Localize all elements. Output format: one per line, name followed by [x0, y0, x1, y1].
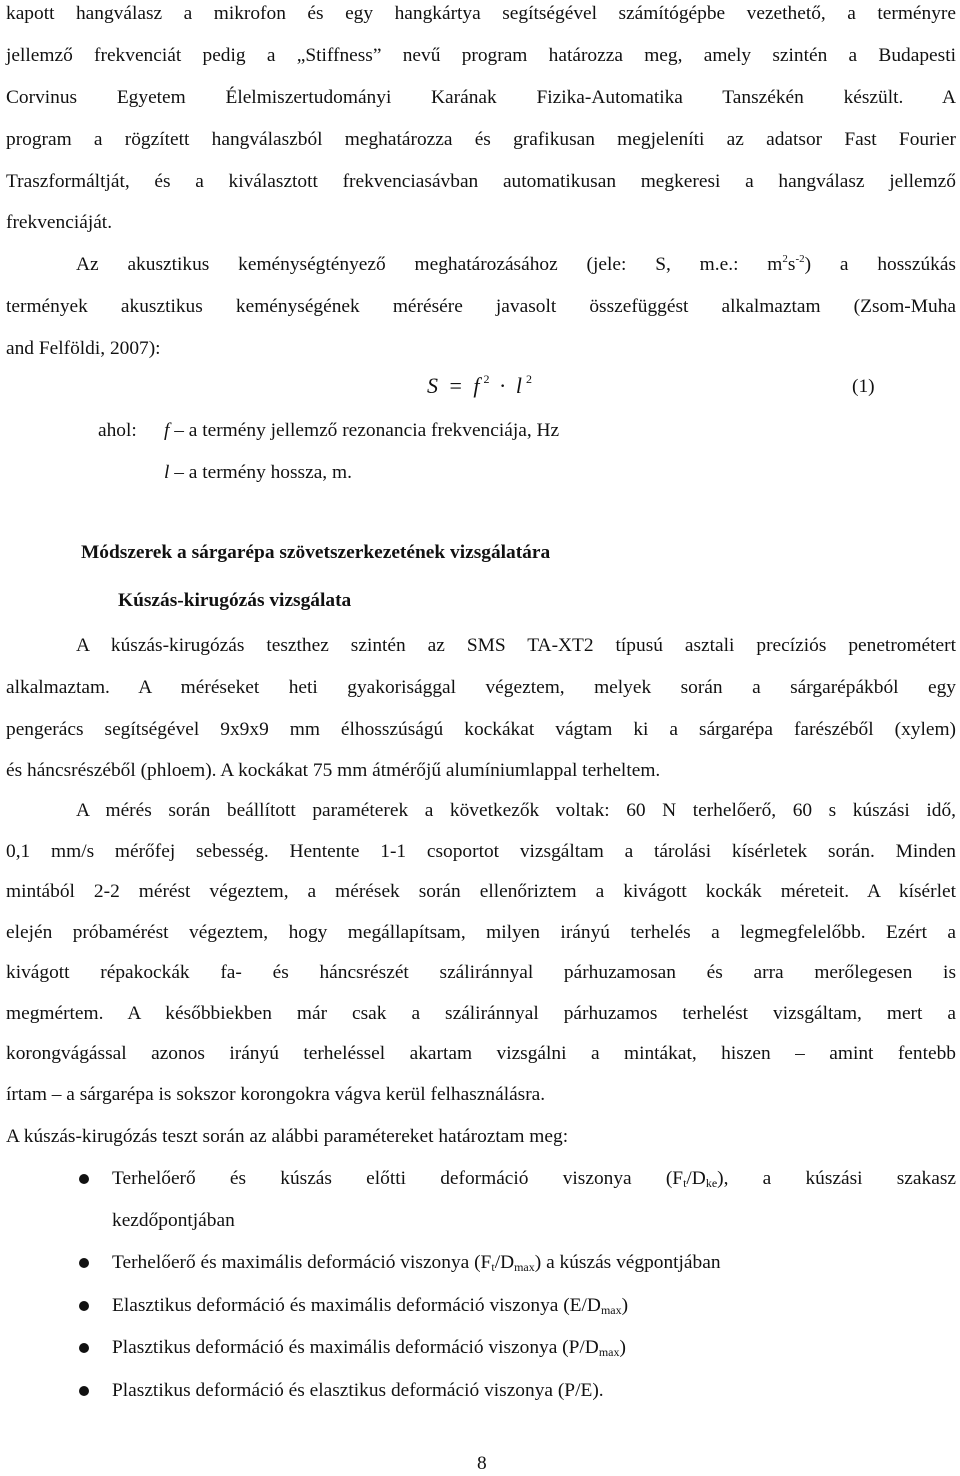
subscript: max	[600, 1303, 622, 1317]
paragraph-line: írtam – a sárgarépa is sokszor korongokra vágva kerül felhasználásra.	[6, 1084, 546, 1105]
paragraph-line: program a rögzített hangválaszból meghatározza és grafikusan megjeleníti az adatsor Fast Fourier	[6, 129, 956, 150]
paragraph-line: pengerács segítségével 9x9x9 mm élhosszúságú kockákat vágtam ki a sárgarépa farészéből (xylem)	[6, 719, 956, 740]
equation-number: (1)	[852, 376, 875, 397]
bullet-dot	[79, 1386, 89, 1396]
paragraph-line: frekvenciáját.	[6, 212, 113, 233]
text-run: )	[621, 1295, 629, 1316]
list-item	[112, 1294, 628, 1318]
paragraph-line: megmértem. A későbbiekben már csak a száliránnyal párhuzamos terhelést vizsgáltam, mert a	[6, 1003, 956, 1024]
equation-l-exponent: 2	[526, 372, 532, 386]
subscript: max	[598, 1345, 620, 1359]
bullet-dot	[79, 1301, 89, 1311]
definition-text: – a termény jellemző rezonancia frekvenciája, Hz	[169, 420, 560, 441]
superscript: 2	[782, 253, 788, 265]
text-run: s	[787, 254, 796, 275]
list-item	[112, 1336, 626, 1360]
paragraph-line: A kúszás-kirugózás teszthez szintén az SMS TA-XT2 típusú asztali precíziós penetrométert	[76, 635, 956, 656]
text-run: ), a kúszási szakasz	[717, 1168, 956, 1189]
equation-dot: ·	[499, 373, 507, 398]
text-run: Terhelőerő és maximális deformáció viszonya (F	[112, 1252, 492, 1273]
list-item	[112, 1167, 956, 1191]
text-run: /D	[494, 1252, 515, 1273]
bullet-dot	[79, 1258, 89, 1268]
subscript: ke	[705, 1176, 718, 1190]
text-run: ) a kúszás végpontjában	[534, 1252, 721, 1273]
page-number: 8	[477, 1453, 487, 1474]
list-item-continuation: kezdőpontjában	[112, 1210, 235, 1231]
text-run: ) a hosszúkás	[804, 254, 956, 275]
equation-f-exponent: 2	[483, 372, 490, 386]
symbol-f: f	[164, 420, 170, 441]
paragraph-line: korongvágással azonos irányú terheléssel akartam vizsgálni a mintákat, hiszen – amint fentebb	[6, 1043, 956, 1064]
definition-l	[164, 461, 352, 485]
subsection-heading: Kúszás-kirugózás vizsgálata	[118, 590, 352, 611]
definition-f	[164, 419, 559, 443]
section-heading: Módszerek a sárgarépa szövetszerkezetének vizsgálatára	[81, 542, 551, 563]
subscript: t	[491, 1260, 495, 1274]
paragraph-line: Traszformáltját, és a kiválasztott frekvenciasávban automatikusan megkeresi a hangválasz jellemző	[6, 171, 956, 192]
paragraph-line: 0,1 mm/s mérőfej sebesség. Hentente 1-1 csoportot vizsgáltam a tárolási kísérletek során. Minden	[6, 841, 956, 862]
superscript: -2	[795, 253, 805, 265]
text-run: Az akusztikus keménységtényező meghatározásához (jele: S, m.e.: m	[76, 254, 783, 275]
paragraph-line: jellemző frekvenciát pedig a „Stiffness” nevű program határozza meg, amely szintén a Budapesti	[6, 45, 956, 66]
equation-l: l	[515, 373, 522, 398]
equation	[427, 373, 532, 399]
text-run: Terhelőerő és kúszás előtti deformáció viszonya (F	[112, 1168, 684, 1189]
paragraph-line: kivágott répakockák fa- és háncsrészét száliránnyal párhuzamosan és arra merőlegesen is	[6, 962, 956, 983]
paragraph-line: mintából 2-2 mérést végeztem, a mérések során ellenőriztem a kivágott kockák méreteit. A kísérlet	[6, 881, 956, 902]
symbol-l: l	[164, 462, 170, 483]
text-run: )	[619, 1337, 626, 1358]
paragraph-line: Corvinus Egyetem Élelmiszertudományi Karának Fizika-Automatika Tanszékén készült. A	[6, 87, 956, 108]
paragraph-line: elején próbamérést végeztem, hogy megállapítsam, milyen irányú terhelés a legmegfelelőbb. Ezért a	[6, 922, 956, 943]
equation-f: f	[473, 373, 480, 398]
bullet-dot	[79, 1343, 89, 1353]
list-item	[112, 1251, 721, 1275]
text-run: Plasztikus deformáció és maximális deformáció viszonya (P/D	[112, 1337, 599, 1358]
bullet-dot	[79, 1174, 89, 1184]
equation-equals: =	[449, 373, 462, 398]
definition-label: ahol:	[98, 420, 137, 441]
paragraph-line: kapott hangválasz a mikrofon és egy hangkártya segítségével számítógépbe vezethető, a terményre	[6, 3, 956, 24]
list-item: Plasztikus deformáció és elasztikus deformáció viszonya (P/E).	[112, 1380, 604, 1401]
subscript: t	[683, 1176, 687, 1190]
subscript: max	[514, 1260, 535, 1274]
paragraph-line: alkalmaztam. A méréseket heti gyakorisággal végeztem, melyek során a sárgarépákból egy	[6, 677, 956, 698]
definition-text: – a termény hossza, m.	[169, 462, 352, 483]
paragraph-line: A mérés során beállított paraméterek a következők voltak: 60 N terhelőerő, 60 s kúszási idő,	[76, 800, 956, 821]
paragraph-line: és háncsrészéből (phloem). A kockákat 75 mm átmérőjű alumíniumlappal terheltem.	[6, 760, 661, 781]
paragraph-line	[76, 253, 956, 277]
paragraph-line: termények akusztikus keménységének mérésére javasolt összefüggést alkalmaztam (Zsom-Muha	[6, 296, 956, 317]
paragraph-line: A kúszás-kirugózás teszt során az alábbi paramétereket határoztam meg:	[6, 1126, 569, 1147]
text-run: Elasztikus deformáció és maximális deformáció viszonya (E/D	[112, 1295, 601, 1316]
paragraph-line: and Felföldi, 2007):	[6, 338, 161, 359]
text-run: /D	[686, 1168, 706, 1189]
equation-lhs: S	[427, 373, 438, 398]
